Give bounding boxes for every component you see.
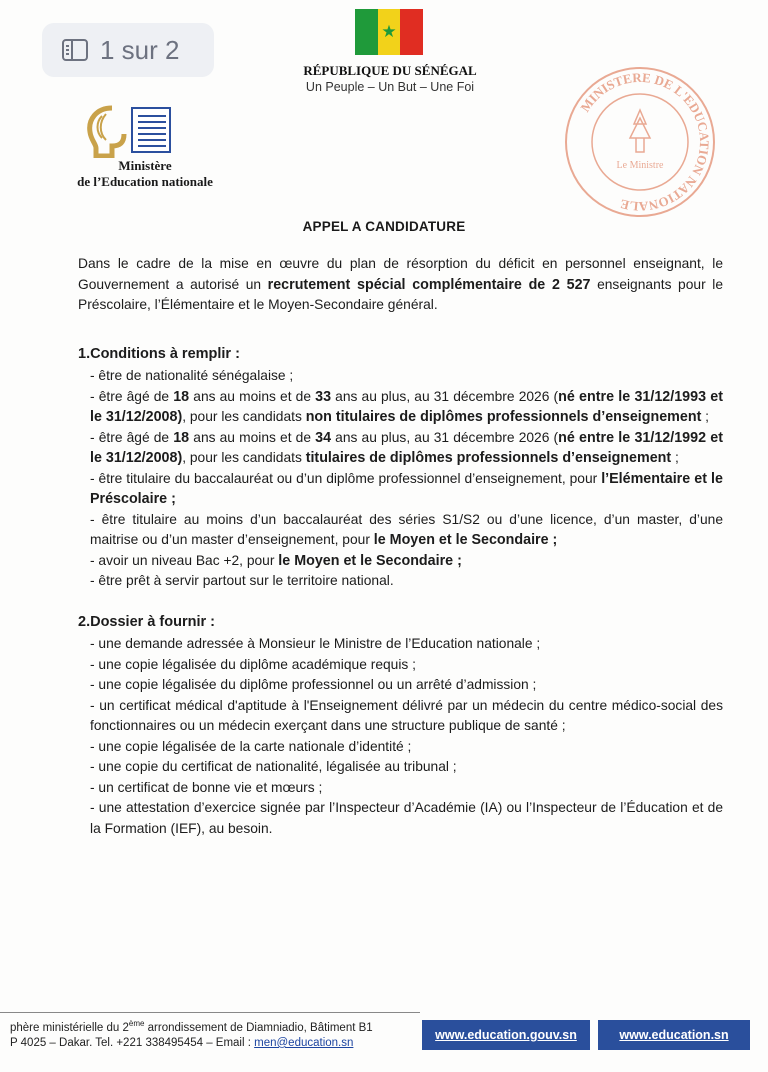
conditions-list bbox=[78, 366, 723, 592]
ministry-logo-icon bbox=[82, 102, 174, 158]
list-item: - un certificat médical d'aptitude à l'Enseignement délivré par un médecin du centre médico-social des fonctionnaires ou un médecin exerçant dans une structure publique de santé ; bbox=[90, 697, 723, 733]
svg-text:Le Ministre: Le Ministre bbox=[616, 160, 664, 171]
list-item: - une copie du certificat de nationalité, légalisée au tribunal ; bbox=[90, 759, 457, 774]
list-item: - être âgé de 18 ans au moins et de 34 ans au plus, au 31 décembre 2026 (né entre le 31/12/1992 et le 31/12/2008), pour les candidats titulaires de diplômes professionnels d’enseignement ; bbox=[90, 429, 723, 466]
national-motto: Un Peuple – Un But – Une Foi bbox=[305, 80, 475, 94]
list-item: - être de nationalité sénégalaise ; bbox=[90, 368, 294, 383]
footer-address: phère ministérielle du 2ème arrondissement de Diamniadio, Bâtiment B1 P 4025 – Dakar. Tel. +221 338495454 – Email : men@education.sn bbox=[10, 1019, 373, 1049]
list-item: - une demande adressée à Monsieur le Ministre de l’Education nationale ; bbox=[90, 636, 541, 651]
section-heading-conditions: 1.Conditions à remplir : bbox=[78, 345, 240, 362]
list-item: - être âgé de 18 ans au moins et de 33 ans au plus, au 31 décembre 2026 (né entre le 31/12/1993 et le 31/12/2008), pour les candidats non titulaires de diplômes professionnels d’enseignement ; bbox=[90, 388, 723, 425]
list-item: - avoir un niveau Bac +2, pour le Moyen et le Secondaire ; bbox=[90, 552, 462, 569]
country-name: RÉPUBLIQUE DU SÉNÉGAL bbox=[303, 63, 477, 78]
website-link[interactable]: www.education.sn bbox=[598, 1020, 750, 1050]
list-item: - une copie légalisée du diplôme professionnel ou un arrêté d’admission ; bbox=[90, 677, 537, 692]
footer-divider bbox=[0, 1012, 420, 1013]
list-item: - une copie légalisée du diplôme académique requis ; bbox=[90, 656, 416, 672]
document-title: APPEL A CANDIDATURE bbox=[302, 219, 466, 234]
list-item: - un certificat de bonne vie et mœurs ; bbox=[90, 779, 323, 795]
dossier-list bbox=[78, 634, 723, 839]
document-body bbox=[78, 254, 723, 839]
ministry-name: Ministère de l’Education nationale bbox=[77, 158, 213, 189]
list-item: - être titulaire au moins d’un baccalauréat des séries S1/S2 ou d’une licence, d’un master, d’une maitrise ou d’un master d’enseignement, pour le Moyen et le Secondaire ; bbox=[90, 511, 723, 548]
official-stamp-icon bbox=[560, 62, 720, 222]
list-item: - une copie légalisée de la carte nationale d’identité ; bbox=[90, 738, 412, 754]
website-link-gouv[interactable]: www.education.gouv.sn bbox=[422, 1020, 590, 1050]
list-item: - être titulaire du baccalauréat ou d’un diplôme professionnel d’enseignement, pour l’Elémentaire et le Préscolaire ; bbox=[90, 470, 723, 507]
senegal-flag-icon: ★ bbox=[355, 9, 423, 55]
section-heading-dossier: 2.Dossier à fournir : bbox=[78, 613, 215, 630]
svg-text:MINISTERE DE L'EDUCATION NATIO: MINISTERE DE L'EDUCATION NATIONALE bbox=[577, 69, 713, 215]
page-indicator-label: 1 sur 2 bbox=[100, 34, 180, 65]
page-indicator[interactable] bbox=[42, 23, 214, 77]
email-link[interactable]: men@education.sn bbox=[254, 1036, 354, 1049]
list-item: - être prêt à servir partout sur le territoire national. bbox=[90, 573, 394, 588]
list-item: - une attestation d’exercice signée par l’Inspecteur d’Académie (IA) ou l’Inspecteur de l’Éducation et de la Formation (IEF), au besoin. bbox=[90, 800, 723, 836]
intro-paragraph: Dans le cadre de la mise en œuvre du plan de résorption du déficit en personnel enseignant, le Gouvernement a autorisé un recrutement spécial complémentaire de 2 527 enseignants pour le Préscolaire, l’Élémentaire et le Moyen-Secondaire général. bbox=[78, 256, 723, 312]
book-icon bbox=[62, 39, 88, 61]
